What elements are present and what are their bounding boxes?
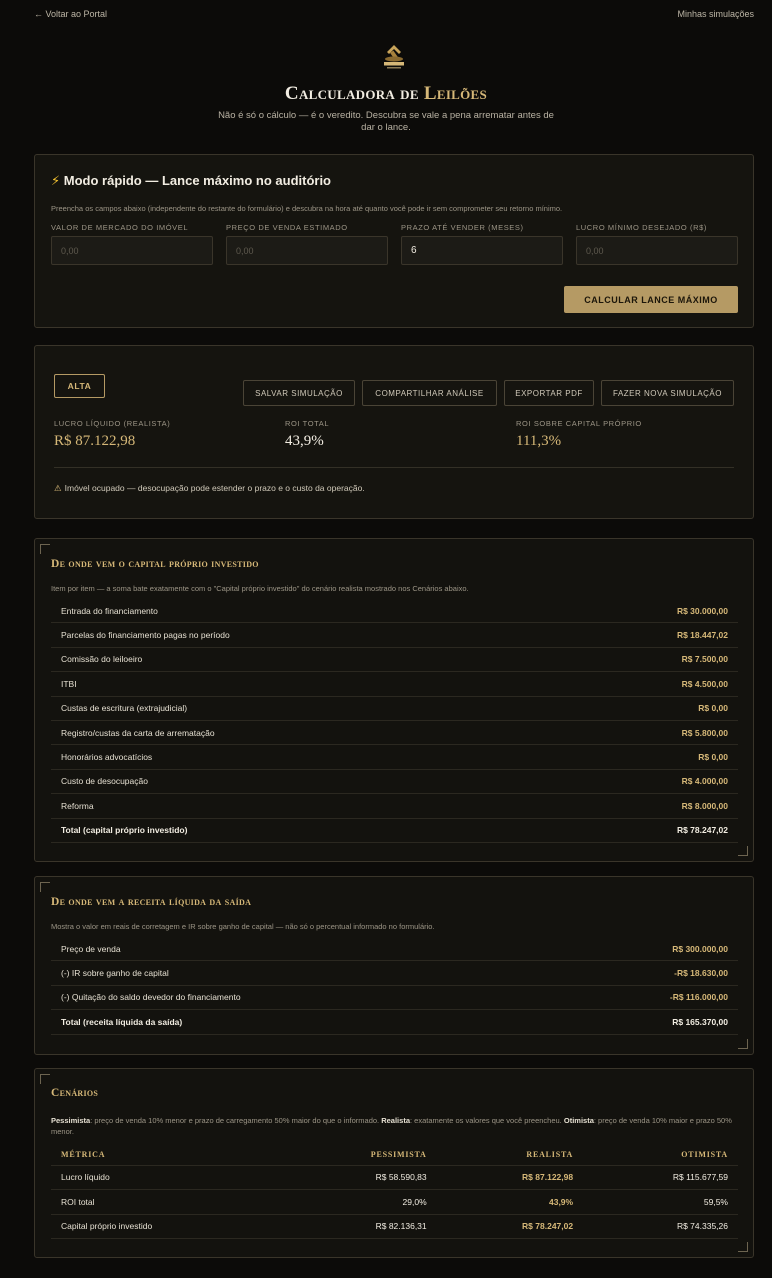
row-label: Reforma	[61, 800, 94, 811]
lightning-icon: ⚡	[51, 173, 61, 188]
roi-equity-value: 111,3%	[516, 433, 562, 449]
col-optimist: OTIMISTA	[583, 1145, 738, 1165]
table-row	[51, 697, 738, 721]
row-value: R$ 5.800,00	[681, 727, 728, 738]
optimist-label: Otimista	[563, 1116, 594, 1125]
col-realist: REALISTA	[437, 1145, 583, 1165]
realist-desc: : exatamente os valores que você preencheu.	[410, 1116, 564, 1125]
row-label: Preço de venda	[61, 943, 121, 954]
scenarios-table	[51, 1145, 738, 1239]
row-value: R$ 30.000,00	[676, 605, 728, 616]
roi-equity-label: ROI SOBRE CAPITAL PRÓPRIO	[516, 419, 642, 428]
optimist-cell: 59,5%	[583, 1190, 738, 1215]
total-value: R$ 78.247,02	[676, 825, 728, 836]
page-subtitle: Não é só o cálculo — é o veredito. Descubra se vale a pena arrematar antes de dar o lance.	[218, 110, 554, 133]
scenarios-title: Cenários	[51, 1087, 99, 1099]
total-label: Total (receita líquida da saída)	[61, 1016, 183, 1027]
imperio-logo-icon	[378, 38, 410, 72]
table-row	[51, 745, 738, 769]
row-value: R$ 18.447,02	[676, 630, 728, 641]
quick-mode-description: Preencha os campos abaixo (independente do restante do formulário) e descubra na hora até quanto você pode ir sem comprometer seu retorno mínimo.	[51, 204, 563, 213]
table-row	[51, 1190, 738, 1215]
exit-revenue-description: Mostra o valor em reais de corretagem e IR sobre ganho de capital — não só o percentual informado no formulário.	[51, 922, 435, 931]
metric-cell: ROI total	[51, 1190, 280, 1215]
row-value: R$ 4.000,00	[681, 776, 728, 787]
table-row	[51, 623, 738, 647]
corner-ornament	[40, 544, 50, 554]
pessimist-desc: : preço de venda 10% menor e prazo de carregamento 50% maior do que o informado.	[90, 1116, 382, 1125]
quick-mode-title	[51, 173, 331, 189]
net-profit-value: R$ 87.122,98	[54, 433, 136, 449]
total-value: R$ 165.370,00	[672, 1016, 728, 1027]
export-pdf-button[interactable]: EXPORTAR PDF	[504, 380, 594, 406]
capital-breakdown-panel	[34, 538, 754, 862]
pessimist-cell: 29,0%	[280, 1190, 436, 1215]
row-label: Registro/custas da carta de arrematação	[61, 727, 215, 738]
scenarios-panel	[34, 1068, 754, 1258]
realist-cell: R$ 78.247,02	[437, 1214, 583, 1239]
my-simulations-link[interactable]: Minhas simulações	[677, 9, 754, 19]
row-label: Entrada do financiamento	[61, 605, 158, 616]
total-label: Total (capital próprio investido)	[61, 825, 188, 836]
market-value-label: VALOR DE MERCADO DO IMÓVEL	[51, 223, 189, 232]
roi-total-label: ROI TOTAL	[285, 419, 330, 428]
result-panel	[34, 345, 754, 519]
new-simulation-button[interactable]: FAZER NOVA SIMULAÇÃO	[601, 380, 734, 406]
metric-cell: Capital próprio investido	[51, 1214, 280, 1239]
scenarios-description	[51, 1115, 735, 1137]
row-label: Comissão do leiloeiro	[61, 654, 143, 665]
net-profit-label: LUCRO LÍQUIDO (REALISTA)	[54, 419, 171, 428]
divider	[54, 467, 734, 468]
occupied-warning	[54, 483, 365, 494]
corner-ornament	[738, 846, 748, 856]
table-row	[51, 961, 738, 985]
min-profit-input[interactable]	[576, 236, 738, 265]
share-analysis-button[interactable]: COMPARTILHAR ANÁLISE	[362, 380, 497, 406]
row-label: (-) IR sobre ganho de capital	[61, 968, 169, 979]
exit-revenue-title: De onde vem a receita líquida da saída	[51, 896, 252, 908]
realist-cell: R$ 87.122,98	[437, 1165, 583, 1190]
market-value-input[interactable]	[51, 236, 213, 265]
total-row	[51, 1010, 738, 1034]
realist-label: Realista	[381, 1116, 410, 1125]
realist-cell: 43,9%	[437, 1190, 583, 1215]
save-simulation-button[interactable]: SALVAR SIMULAÇÃO	[243, 380, 355, 406]
pessimist-cell: R$ 58.590,83	[280, 1165, 436, 1190]
roi-total-value: 43,9%	[285, 433, 324, 449]
warning-icon: ⚠	[54, 483, 62, 493]
min-profit-label: LUCRO MÍNIMO DESEJADO (R$)	[576, 223, 708, 232]
corner-ornament	[738, 1039, 748, 1049]
table-row	[51, 1214, 738, 1239]
months-to-sell-label: PRAZO ATÉ VENDER (MESES)	[401, 223, 524, 232]
row-value: R$ 8.000,00	[681, 800, 728, 811]
pessimist-cell: R$ 82.136,31	[280, 1214, 436, 1239]
calculate-max-bid-button[interactable]: CALCULAR LANCE MÁXIMO	[564, 286, 738, 313]
optimist-desc: : preço de venda 10% maior e prazo 50% menor.	[51, 1116, 732, 1136]
title-prefix: Calculadora de	[284, 83, 424, 104]
title-accent: Leilões	[423, 83, 488, 104]
optimist-cell: R$ 115.677,59	[583, 1165, 738, 1190]
row-value: R$ 0,00	[698, 752, 728, 763]
sale-price-input[interactable]	[226, 236, 388, 265]
sale-price-label: PREÇO DE VENDA ESTIMADO	[226, 223, 348, 232]
months-to-sell-input[interactable]	[401, 236, 563, 265]
metric-cell: Lucro líquido	[51, 1165, 280, 1190]
row-label: Custo de desocupação	[61, 776, 148, 787]
table-row	[51, 794, 738, 818]
back-to-portal-link[interactable]: ← Voltar ao Portal	[34, 9, 108, 19]
exit-revenue-panel	[34, 876, 754, 1055]
capital-rows	[51, 599, 738, 843]
row-label: Custas de escritura (extrajudicial)	[61, 703, 188, 714]
col-metric: MÉTRICA	[51, 1145, 280, 1165]
pessimist-label: Pessimista	[51, 1116, 91, 1125]
optimist-cell: R$ 74.335,26	[583, 1214, 738, 1239]
row-value: R$ 0,00	[698, 703, 728, 714]
occupied-warning-text: Imóvel ocupado — desocupação pode estender o prazo e o custo da operação.	[64, 483, 365, 493]
table-header-row	[51, 1145, 738, 1165]
row-value: R$ 7.500,00	[681, 654, 728, 665]
row-label: ITBI	[61, 678, 77, 689]
corner-ornament	[40, 1074, 50, 1084]
row-value: -R$ 116.000,00	[669, 992, 728, 1003]
capital-title: De onde vem o capital próprio investido	[51, 558, 259, 570]
viability-badge: ALTA	[54, 374, 105, 398]
col-pessimist: PESSIMISTA	[280, 1145, 436, 1165]
table-row	[51, 770, 738, 794]
top-nav	[34, 9, 754, 21]
quick-mode-panel	[34, 154, 754, 328]
table-row	[51, 648, 738, 672]
table-row	[51, 1165, 738, 1190]
corner-ornament	[738, 1242, 748, 1252]
table-row	[51, 986, 738, 1010]
quick-mode-title-text: Modo rápido — Lance máximo no auditório	[63, 173, 332, 188]
row-value: -R$ 18.630,00	[674, 968, 728, 979]
row-value: R$ 300.000,00	[672, 943, 728, 954]
total-row	[51, 819, 738, 843]
row-label: Parcelas do financiamento pagas no período	[61, 630, 230, 641]
row-label: Honorários advocatícios	[61, 752, 153, 763]
exit-revenue-rows	[51, 937, 738, 1035]
page-title	[0, 83, 772, 105]
table-row	[51, 937, 738, 961]
row-label: (-) Quitação do saldo devedor do financiamento	[61, 992, 241, 1003]
corner-ornament	[40, 882, 50, 892]
table-row	[51, 672, 738, 696]
table-row	[51, 599, 738, 623]
row-value: R$ 4.500,00	[681, 678, 728, 689]
table-row	[51, 721, 738, 745]
capital-description: Item por item — a soma bate exatamente com o "Capital próprio investido" do cenário realista mostrado nos Cenários abaixo.	[51, 584, 469, 593]
